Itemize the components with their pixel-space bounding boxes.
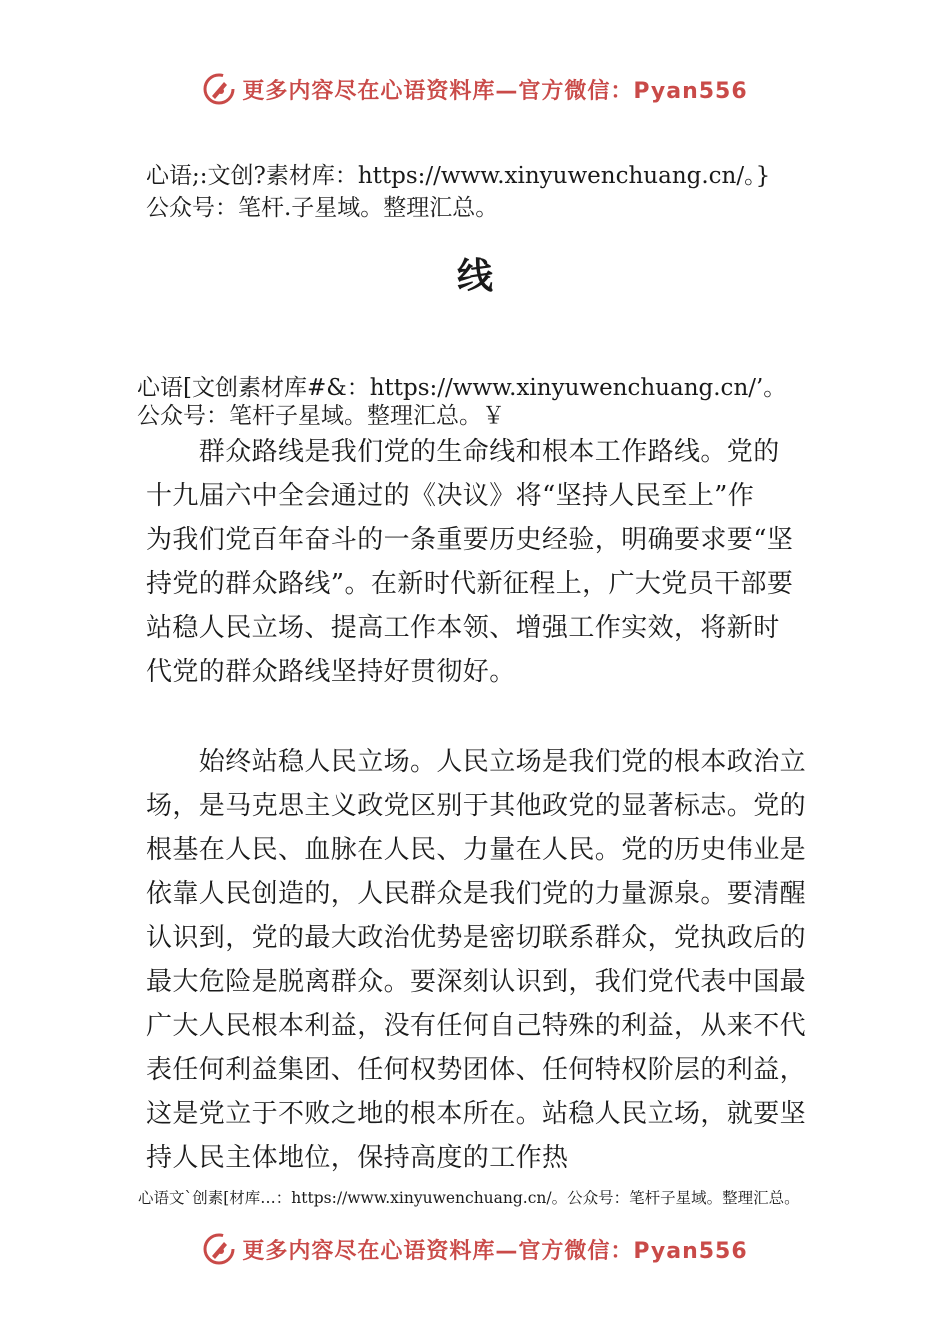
paragraph-line: 这是党立于不败之地的根本所在。站稳人民立场，就要坚 <box>146 1099 807 1129</box>
footer-watermark: 心语文`创素[材库…：https://www.xinyuwenchuang.cn/。公众号：笔杆子星域。整理汇总。 <box>138 1189 800 1207</box>
top-banner <box>0 72 950 106</box>
paragraph-line: 根基在人民、血脉在人民、力量在人民。党的历史伟业是 <box>146 835 807 865</box>
paragraph-line: 广大人民根本利益，没有任何自己特殊的利益，从来不代 <box>146 1011 807 1041</box>
banner-text: 更多内容尽在心语资料库—官方微信：Pyan556 <box>242 1238 748 1264</box>
paragraph-line: 站稳人民立场、提高工作本领、增强工作实效，将新时 <box>146 613 780 643</box>
banner-text: 更多内容尽在心语资料库—官方微信：Pyan556 <box>242 78 748 104</box>
paragraph-line: 十九届六中全会通过的《决议》将“坚持人民至上”作 <box>146 481 755 511</box>
bottom-banner <box>0 1232 950 1266</box>
header-line-2: 公众号：笔杆.子星域。整理汇总。 <box>146 195 499 221</box>
intro-line-2: 公众号：笔杆子星域。整理汇总。￥ <box>137 403 505 429</box>
paragraph-2 <box>146 740 836 1180</box>
paragraph-1 <box>146 430 836 694</box>
paragraph-line: 持党的群众路线”。在新时代新征程上，广大党员干部要 <box>146 569 794 599</box>
paragraph-line: 为我们党百年奋斗的一条重要历史经验，明确要求要“坚 <box>146 525 794 555</box>
paragraph-line: 场，是马克思主义政党区别于其他政党的显著标志。党的 <box>146 791 807 821</box>
page-title: 线 <box>456 256 493 297</box>
header-line-1: 心语;:文创?素材库：https://www.xinyuwenchuang.cn/。} <box>146 163 771 189</box>
paragraph-line: 最大危险是脱离群众。要深刻认识到，我们党代表中国最 <box>146 967 807 997</box>
paragraph-line: 群众路线是我们党的生命线和根本工作路线。党的 <box>146 437 780 467</box>
paragraph-line: 始终站稳人民立场。人民立场是我们党的根本政治立 <box>146 747 807 777</box>
paragraph-line: 表任何利益集团、任何权势团体、任何特权阶层的利益， <box>146 1055 807 1085</box>
paragraph-line: 依靠人民创造的，人民群众是我们党的力量源泉。要清醒 <box>146 879 807 909</box>
paragraph-line: 持人民主体地位，保持高度的工作热 <box>146 1143 569 1173</box>
brush-pen-logo-icon <box>202 72 236 106</box>
paragraph-line: 代党的群众路线坚持好贯彻好。 <box>146 657 516 687</box>
brush-pen-logo-icon <box>202 1232 236 1266</box>
intro-line-1: 心语[文创素材库#&：https://www.xinyuwenchuang.cn/’。 <box>137 375 787 401</box>
paragraph-line: 认识到，党的最大政治优势是密切联系群众，党执政后的 <box>146 923 807 953</box>
